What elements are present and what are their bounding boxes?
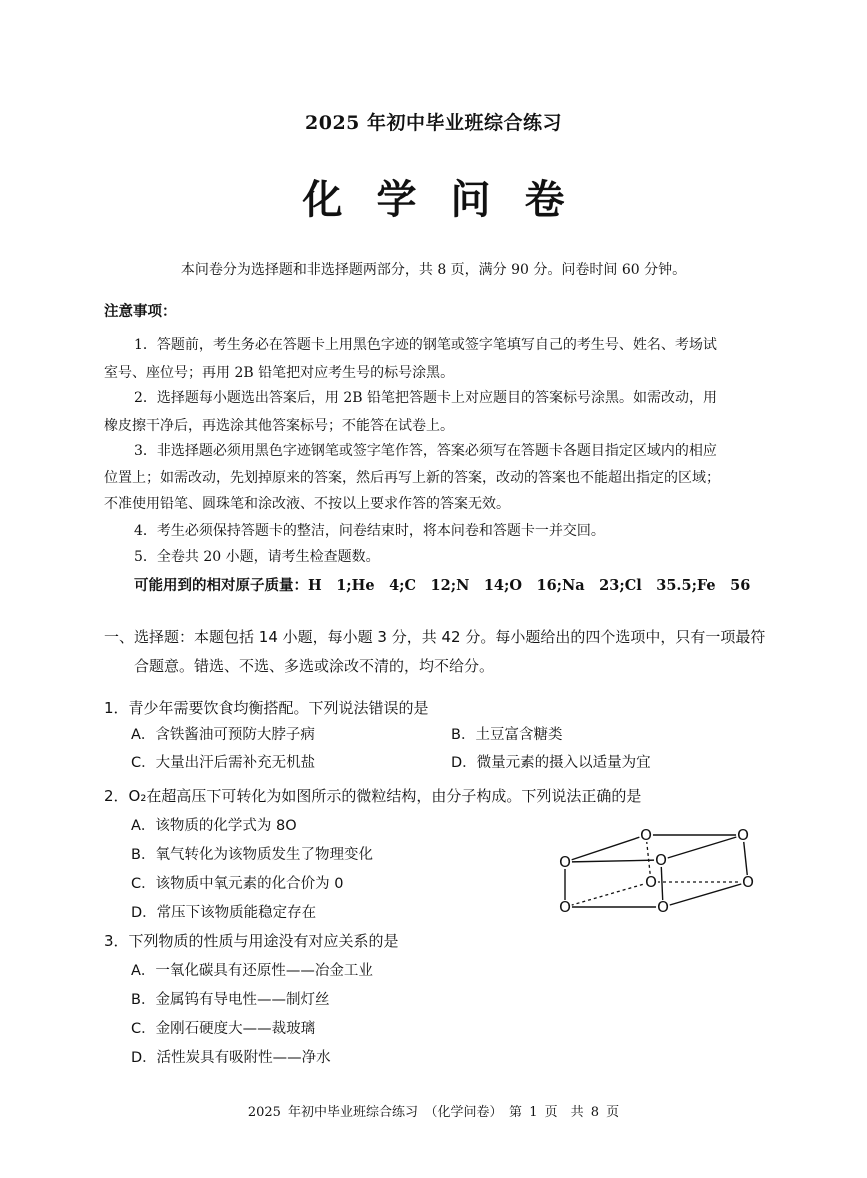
oxygen-atom: O	[737, 826, 749, 844]
atomic-masses: 可能用到的相对原子质量：H 1;He 4;C 12;N 14;O 16;Na 23;Cl 35.5;Fe 56	[134, 577, 751, 594]
option-b: B．金属钨有导电性——制灯丝	[131, 992, 330, 1008]
notice-line: 5．全卷共 20 小题，请考生检查题数。	[134, 549, 380, 565]
notice-line: 4．考生必须保持答题卡的整洁，问卷结束时，将本问卷和答题卡一并交回。	[134, 523, 605, 539]
section-heading: 一、选择题：本题包括 14 小题，每小题 3 分，共 42 分。每小题给出的四个选项中，只有一项最符	[104, 628, 766, 646]
o8-cluster-diagram	[545, 822, 765, 922]
option-c: C．该物质中氧元素的化合价为 0	[131, 876, 344, 892]
bond-line	[663, 882, 748, 907]
notice-line: 室号、座位号；再用 2B 铅笔把对应考生号的标号涂黑。	[104, 365, 455, 381]
notice-line: 1．答题前，考生务必在答题卡上用黑色字迹的钢笔或签字笔填写自己的考生号、姓名、考场试	[134, 337, 717, 353]
notice-line: 3．非选择题必须用黑色字迹钢笔或签字笔作答，答案必须写在答题卡各题目指定区域内的相应	[134, 443, 717, 459]
oxygen-atom: O	[655, 851, 667, 869]
bond-line	[661, 835, 743, 860]
question-stem: 2．O₂在超高压下可转化为如图所示的微粒结构，由分子构成。下列说法正确的是	[104, 787, 642, 805]
bond-line-dashed	[565, 882, 651, 907]
page-footer: 2025 年初中毕业班综合练习 （化学问卷） 第 1 页 共 8 页	[247, 1105, 620, 1120]
option-c: C．金刚石硬度大——裁玻璃	[131, 1021, 316, 1037]
oxygen-atom: O	[559, 853, 571, 871]
oxygen-atom: O	[645, 873, 657, 891]
option-b: B．氧气转化为该物质发生了物理变化	[131, 847, 373, 863]
exam-intro: 本问卷分为选择题和非选择题两部分，共 8 页，满分 90 分。问卷时间 60 分钟。	[180, 262, 687, 278]
oxygen-atom: O	[640, 826, 652, 844]
option-d: D．微量元素的摄入以适量为宜	[451, 755, 651, 771]
option-c: C．大量出汗后需补充无机盐	[131, 755, 316, 771]
oxygen-atom: O	[657, 898, 669, 916]
notice-line: 2．选择题每小题选出答案后，用 2B 铅笔把答题卡上对应题目的答案标号涂黑。如需改动，用	[134, 390, 718, 406]
bond-line	[565, 860, 661, 862]
oxygen-atom: O	[559, 898, 571, 916]
option-a: A．该物质的化学式为 8O	[131, 818, 297, 834]
notice-heading: 注意事项：	[104, 303, 177, 320]
option-a: A．含铁酱油可预防大脖子病	[131, 727, 315, 743]
option-d: D．活性炭具有吸附性——净水	[131, 1050, 331, 1066]
option-d: D．常压下该物质能稳定存在	[131, 905, 317, 921]
notice-line: 不准使用铅笔、圆珠笔和涂改液、不按以上要求作答的答案无效。	[104, 496, 510, 512]
bond-line	[565, 835, 646, 862]
option-b: B．土豆富含糖类	[451, 727, 563, 743]
question-stem: 3．下列物质的性质与用途没有对应关系的是	[104, 932, 399, 950]
exam-title: 化学问卷	[302, 176, 599, 223]
oxygen-atom: O	[742, 873, 754, 891]
notice-line: 橡皮擦干净后，再选涂其他答案标号；不能答在试卷上。	[104, 418, 454, 434]
notice-line: 位置上；如需改动，先划掉原来的答案，然后再写上新的答案，改动的答案也不能超出指定的区域；	[104, 470, 720, 486]
question-stem: 1．青少年需要饮食均衡搭配。下列说法错误的是	[104, 699, 429, 717]
option-a: A．一氧化碳具有还原性——冶金工业	[131, 963, 373, 979]
exam-subtitle: 2025 年初中毕业班综合练习	[305, 112, 562, 134]
section-heading-cont: 合题意。错选、不选、多选或涂改不清的，均不给分。	[134, 657, 495, 675]
